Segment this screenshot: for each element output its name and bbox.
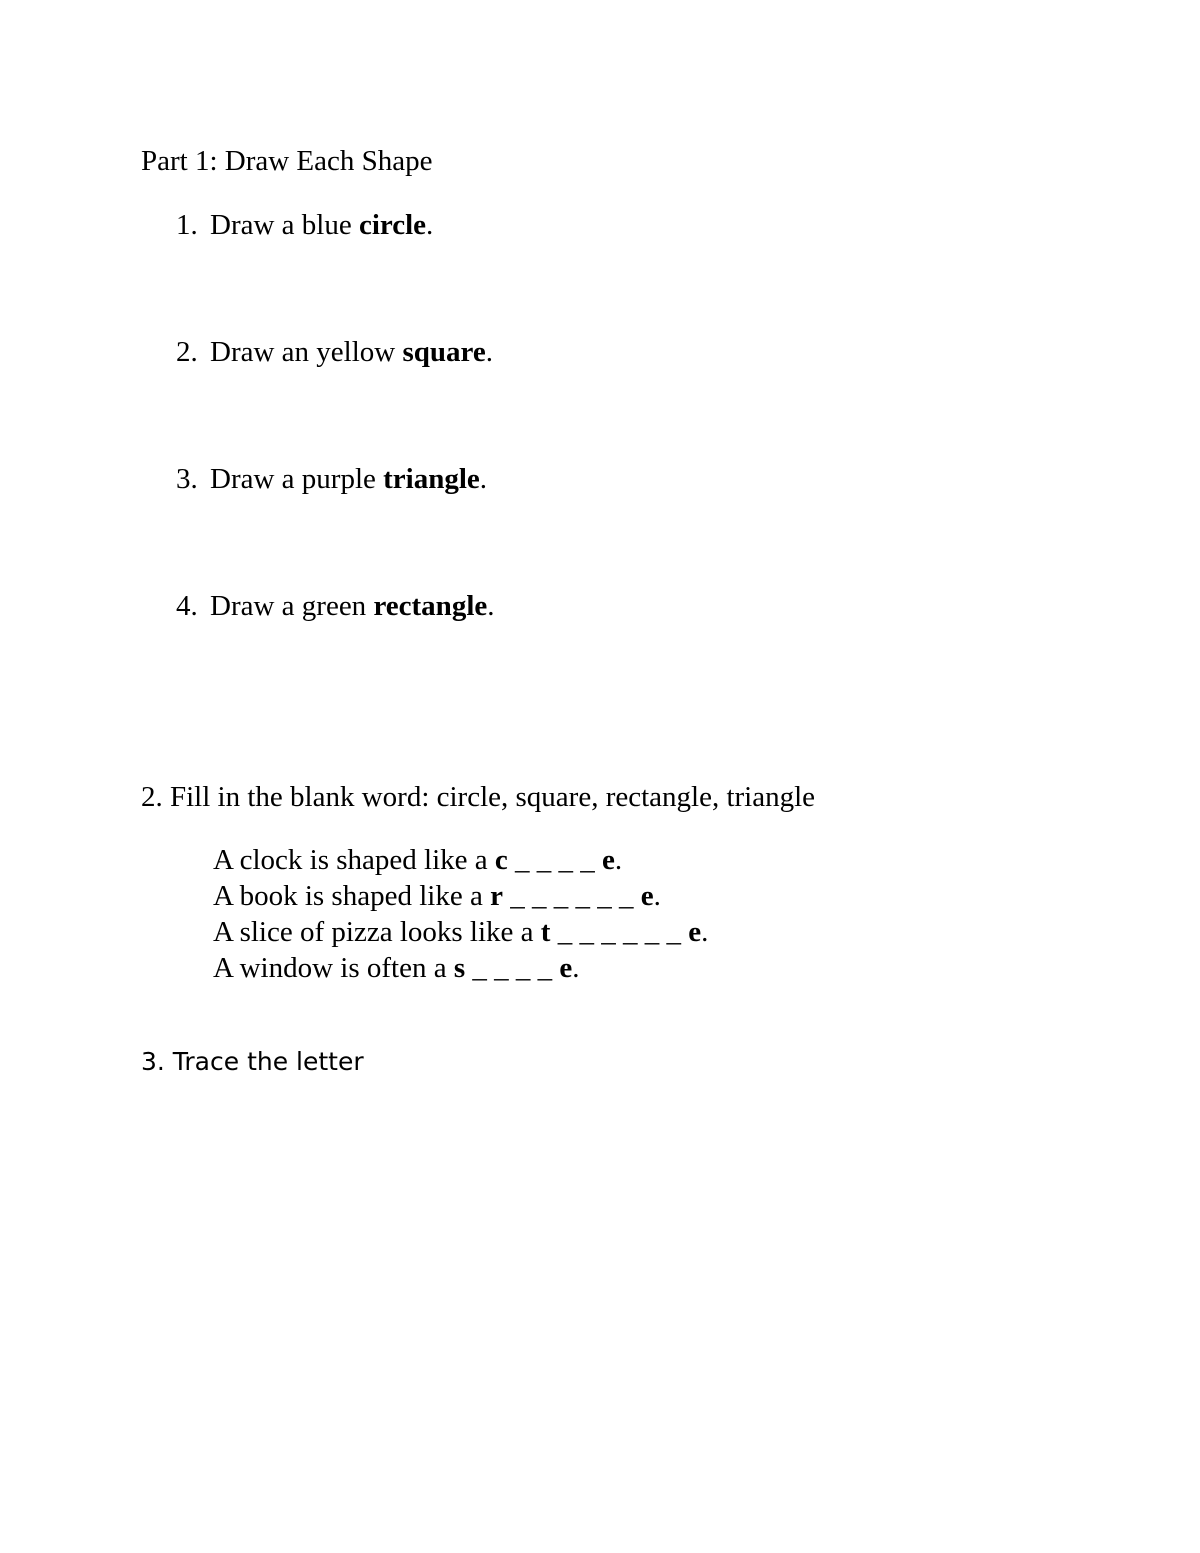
part2-title: 2. Fill in the blank word: circle, square, rectangle, triangle: [141, 781, 816, 813]
part1-item-4: [176, 588, 495, 624]
blanks: _ _ _ _: [465, 952, 560, 984]
sentence-text: A slice of pizza looks like a: [213, 916, 541, 948]
item-shape-word: rectangle: [373, 590, 488, 622]
item-text: Draw a green: [210, 590, 374, 622]
part1-item-2: [176, 334, 493, 370]
fill-sentence-3: [213, 914, 708, 950]
sentence-end: .: [653, 880, 661, 912]
blanks: _ _ _ _: [507, 844, 602, 876]
sentence-end: .: [572, 952, 580, 984]
first-letter: t: [540, 916, 551, 948]
fill-sentence-4: [213, 950, 580, 986]
sentence-text: A window is often a: [213, 952, 454, 984]
item-number: 2.: [176, 336, 198, 368]
first-letter: r: [490, 880, 503, 912]
item-shape-word: circle: [358, 209, 427, 241]
item-number: 4.: [176, 590, 198, 622]
last-letter: e: [688, 916, 702, 948]
item-number: 1.: [176, 209, 198, 241]
part3-title: 3. Trace the letter: [141, 1047, 364, 1076]
item-end: .: [479, 463, 488, 495]
last-letter: e: [602, 844, 615, 876]
fill-sentence-1: [213, 842, 622, 878]
blanks: _ _ _ _ _ _: [502, 880, 641, 912]
sentence-end: .: [701, 916, 709, 948]
fill-sentence-2: [213, 878, 661, 914]
first-letter: c: [494, 844, 508, 876]
last-letter: e: [559, 952, 573, 984]
item-end: .: [426, 209, 434, 241]
item-text: Draw an yellow: [210, 336, 403, 368]
item-shape-word: triangle: [383, 463, 480, 495]
item-shape-word: square: [402, 336, 486, 368]
item-number: 3.: [176, 463, 198, 495]
sentence-text: A clock is shaped like a: [213, 844, 495, 876]
first-letter: s: [453, 952, 466, 984]
sentence-end: .: [614, 844, 623, 876]
item-text: Draw a blue: [210, 209, 359, 241]
part1-item-1: [176, 207, 433, 243]
item-text: Draw a purple: [210, 463, 384, 495]
item-end: .: [485, 336, 493, 368]
last-letter: e: [640, 880, 654, 912]
part1-item-3: [176, 461, 487, 497]
blanks: _ _ _ _ _ _: [550, 916, 689, 948]
sentence-text: A book is shaped like a: [213, 880, 491, 912]
item-end: .: [487, 590, 495, 622]
part1-title: Part 1: Draw Each Shape: [141, 145, 433, 177]
